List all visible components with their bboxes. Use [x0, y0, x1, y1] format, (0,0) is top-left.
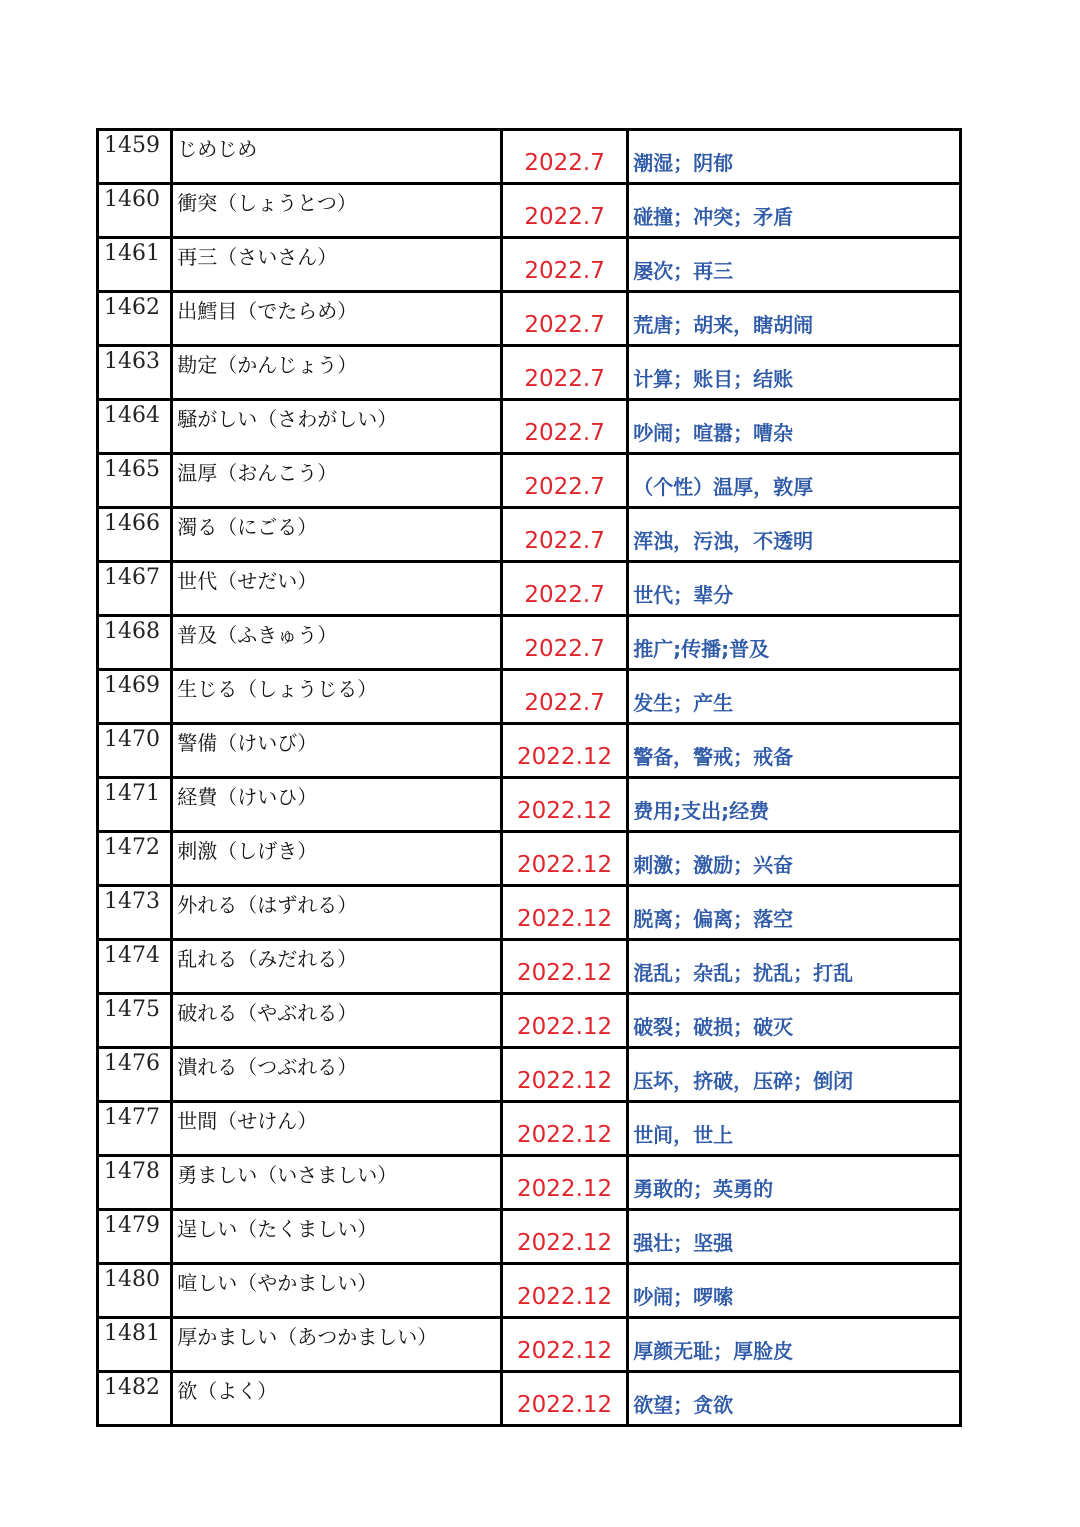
japanese-word: 厚かましい（あつかましい）: [172, 1318, 502, 1372]
chinese-meaning: 刺激；激励；兴奋: [628, 832, 961, 886]
exam-date: 2022.7: [502, 454, 628, 508]
chinese-meaning: 荒唐；胡来，瞎胡闹: [628, 292, 961, 346]
entry-number: 1482: [98, 1372, 172, 1426]
exam-date: 2022.12: [502, 994, 628, 1048]
entry-number: 1461: [98, 238, 172, 292]
table-row: [98, 994, 961, 1048]
vocabulary-table: [96, 128, 962, 1427]
chinese-meaning: 压坏，挤破，压碎；倒闭: [628, 1048, 961, 1102]
chinese-meaning: 吵闹；啰嗦: [628, 1264, 961, 1318]
exam-date: 2022.12: [502, 1048, 628, 1102]
exam-date: 2022.12: [502, 886, 628, 940]
japanese-word: 刺激（しげき）: [172, 832, 502, 886]
entry-number: 1469: [98, 670, 172, 724]
japanese-word: 世間（せけん）: [172, 1102, 502, 1156]
japanese-word: 世代（せだい）: [172, 562, 502, 616]
chinese-meaning: 脱离；偏离；落空: [628, 886, 961, 940]
exam-date: 2022.12: [502, 1372, 628, 1426]
exam-date: 2022.7: [502, 616, 628, 670]
table-row: [98, 886, 961, 940]
table-row: [98, 616, 961, 670]
exam-date: 2022.7: [502, 238, 628, 292]
exam-date: 2022.7: [502, 508, 628, 562]
exam-date: 2022.7: [502, 400, 628, 454]
table-row: [98, 562, 961, 616]
japanese-word: 喧しい（やかましい）: [172, 1264, 502, 1318]
exam-date: 2022.12: [502, 1210, 628, 1264]
exam-date: 2022.7: [502, 562, 628, 616]
entry-number: 1463: [98, 346, 172, 400]
table-row: [98, 1372, 961, 1426]
chinese-meaning: 吵闹；喧嚣；嘈杂: [628, 400, 961, 454]
table-row: [98, 670, 961, 724]
exam-date: 2022.12: [502, 1318, 628, 1372]
entry-number: 1464: [98, 400, 172, 454]
table-row: [98, 130, 961, 184]
exam-date: 2022.7: [502, 670, 628, 724]
japanese-word: 勘定（かんじょう）: [172, 346, 502, 400]
chinese-meaning: 欲望；贪欲: [628, 1372, 961, 1426]
table-row: [98, 778, 961, 832]
japanese-word: 破れる（やぶれる）: [172, 994, 502, 1048]
chinese-meaning: 碰撞；冲突；矛盾: [628, 184, 961, 238]
entry-number: 1466: [98, 508, 172, 562]
japanese-word: 生じる（しょうじる）: [172, 670, 502, 724]
chinese-meaning: 屡次；再三: [628, 238, 961, 292]
exam-date: 2022.7: [502, 292, 628, 346]
japanese-word: 欲（よく）: [172, 1372, 502, 1426]
exam-date: 2022.12: [502, 1156, 628, 1210]
chinese-meaning: 潮湿；阴郁: [628, 130, 961, 184]
table-row: [98, 184, 961, 238]
table-row: [98, 292, 961, 346]
entry-number: 1473: [98, 886, 172, 940]
table-row: [98, 400, 961, 454]
entry-number: 1479: [98, 1210, 172, 1264]
japanese-word: 勇ましい（いさましい）: [172, 1156, 502, 1210]
table-row: [98, 724, 961, 778]
entry-number: 1468: [98, 616, 172, 670]
entry-number: 1474: [98, 940, 172, 994]
table-row: [98, 940, 961, 994]
entry-number: 1467: [98, 562, 172, 616]
table-row: [98, 1102, 961, 1156]
entry-number: 1462: [98, 292, 172, 346]
japanese-word: 経費（けいひ）: [172, 778, 502, 832]
japanese-word: 濁る（にごる）: [172, 508, 502, 562]
table-row: [98, 1210, 961, 1264]
japanese-word: 潰れる（つぶれる）: [172, 1048, 502, 1102]
chinese-meaning: 厚颜无耻；厚脸皮: [628, 1318, 961, 1372]
exam-date: 2022.12: [502, 940, 628, 994]
exam-date: 2022.12: [502, 778, 628, 832]
entry-number: 1480: [98, 1264, 172, 1318]
chinese-meaning: 费用;支出;经费: [628, 778, 961, 832]
table-row: [98, 832, 961, 886]
exam-date: 2022.12: [502, 724, 628, 778]
japanese-word: 再三（さいさん）: [172, 238, 502, 292]
japanese-word: 外れる（はずれる）: [172, 886, 502, 940]
chinese-meaning: 警备，警戒；戒备: [628, 724, 961, 778]
chinese-meaning: 勇敢的；英勇的: [628, 1156, 961, 1210]
japanese-word: 出鱈目（でたらめ）: [172, 292, 502, 346]
vocabulary-table-body: [98, 130, 961, 1426]
chinese-meaning: （个性）温厚，敦厚: [628, 454, 961, 508]
entry-number: 1459: [98, 130, 172, 184]
table-row: [98, 1156, 961, 1210]
chinese-meaning: 混乱；杂乱；扰乱；打乱: [628, 940, 961, 994]
entry-number: 1481: [98, 1318, 172, 1372]
chinese-meaning: 计算；账目；结账: [628, 346, 961, 400]
japanese-word: 騒がしい（さわがしい）: [172, 400, 502, 454]
entry-number: 1472: [98, 832, 172, 886]
entry-number: 1460: [98, 184, 172, 238]
chinese-meaning: 破裂；破损；破灭: [628, 994, 961, 1048]
exam-date: 2022.7: [502, 346, 628, 400]
exam-date: 2022.12: [502, 832, 628, 886]
table-row: [98, 346, 961, 400]
entry-number: 1475: [98, 994, 172, 1048]
exam-date: 2022.12: [502, 1264, 628, 1318]
japanese-word: 温厚（おんこう）: [172, 454, 502, 508]
entry-number: 1465: [98, 454, 172, 508]
entry-number: 1477: [98, 1102, 172, 1156]
table-row: [98, 238, 961, 292]
japanese-word: 警備（けいび）: [172, 724, 502, 778]
chinese-meaning: 推广;传播;普及: [628, 616, 961, 670]
chinese-meaning: 强壮；坚强: [628, 1210, 961, 1264]
entry-number: 1476: [98, 1048, 172, 1102]
japanese-word: 乱れる（みだれる）: [172, 940, 502, 994]
entry-number: 1471: [98, 778, 172, 832]
table-row: [98, 1048, 961, 1102]
table-row: [98, 1264, 961, 1318]
entry-number: 1478: [98, 1156, 172, 1210]
table-row: [98, 454, 961, 508]
japanese-word: じめじめ: [172, 130, 502, 184]
japanese-word: 衝突（しょうとつ）: [172, 184, 502, 238]
exam-date: 2022.12: [502, 1102, 628, 1156]
chinese-meaning: 发生；产生: [628, 670, 961, 724]
japanese-word: 逞しい（たくましい）: [172, 1210, 502, 1264]
entry-number: 1470: [98, 724, 172, 778]
exam-date: 2022.7: [502, 130, 628, 184]
chinese-meaning: 浑浊，污浊，不透明: [628, 508, 961, 562]
table-row: [98, 1318, 961, 1372]
chinese-meaning: 世代；辈分: [628, 562, 961, 616]
table-row: [98, 508, 961, 562]
exam-date: 2022.7: [502, 184, 628, 238]
japanese-word: 普及（ふきゅう）: [172, 616, 502, 670]
chinese-meaning: 世间，世上: [628, 1102, 961, 1156]
